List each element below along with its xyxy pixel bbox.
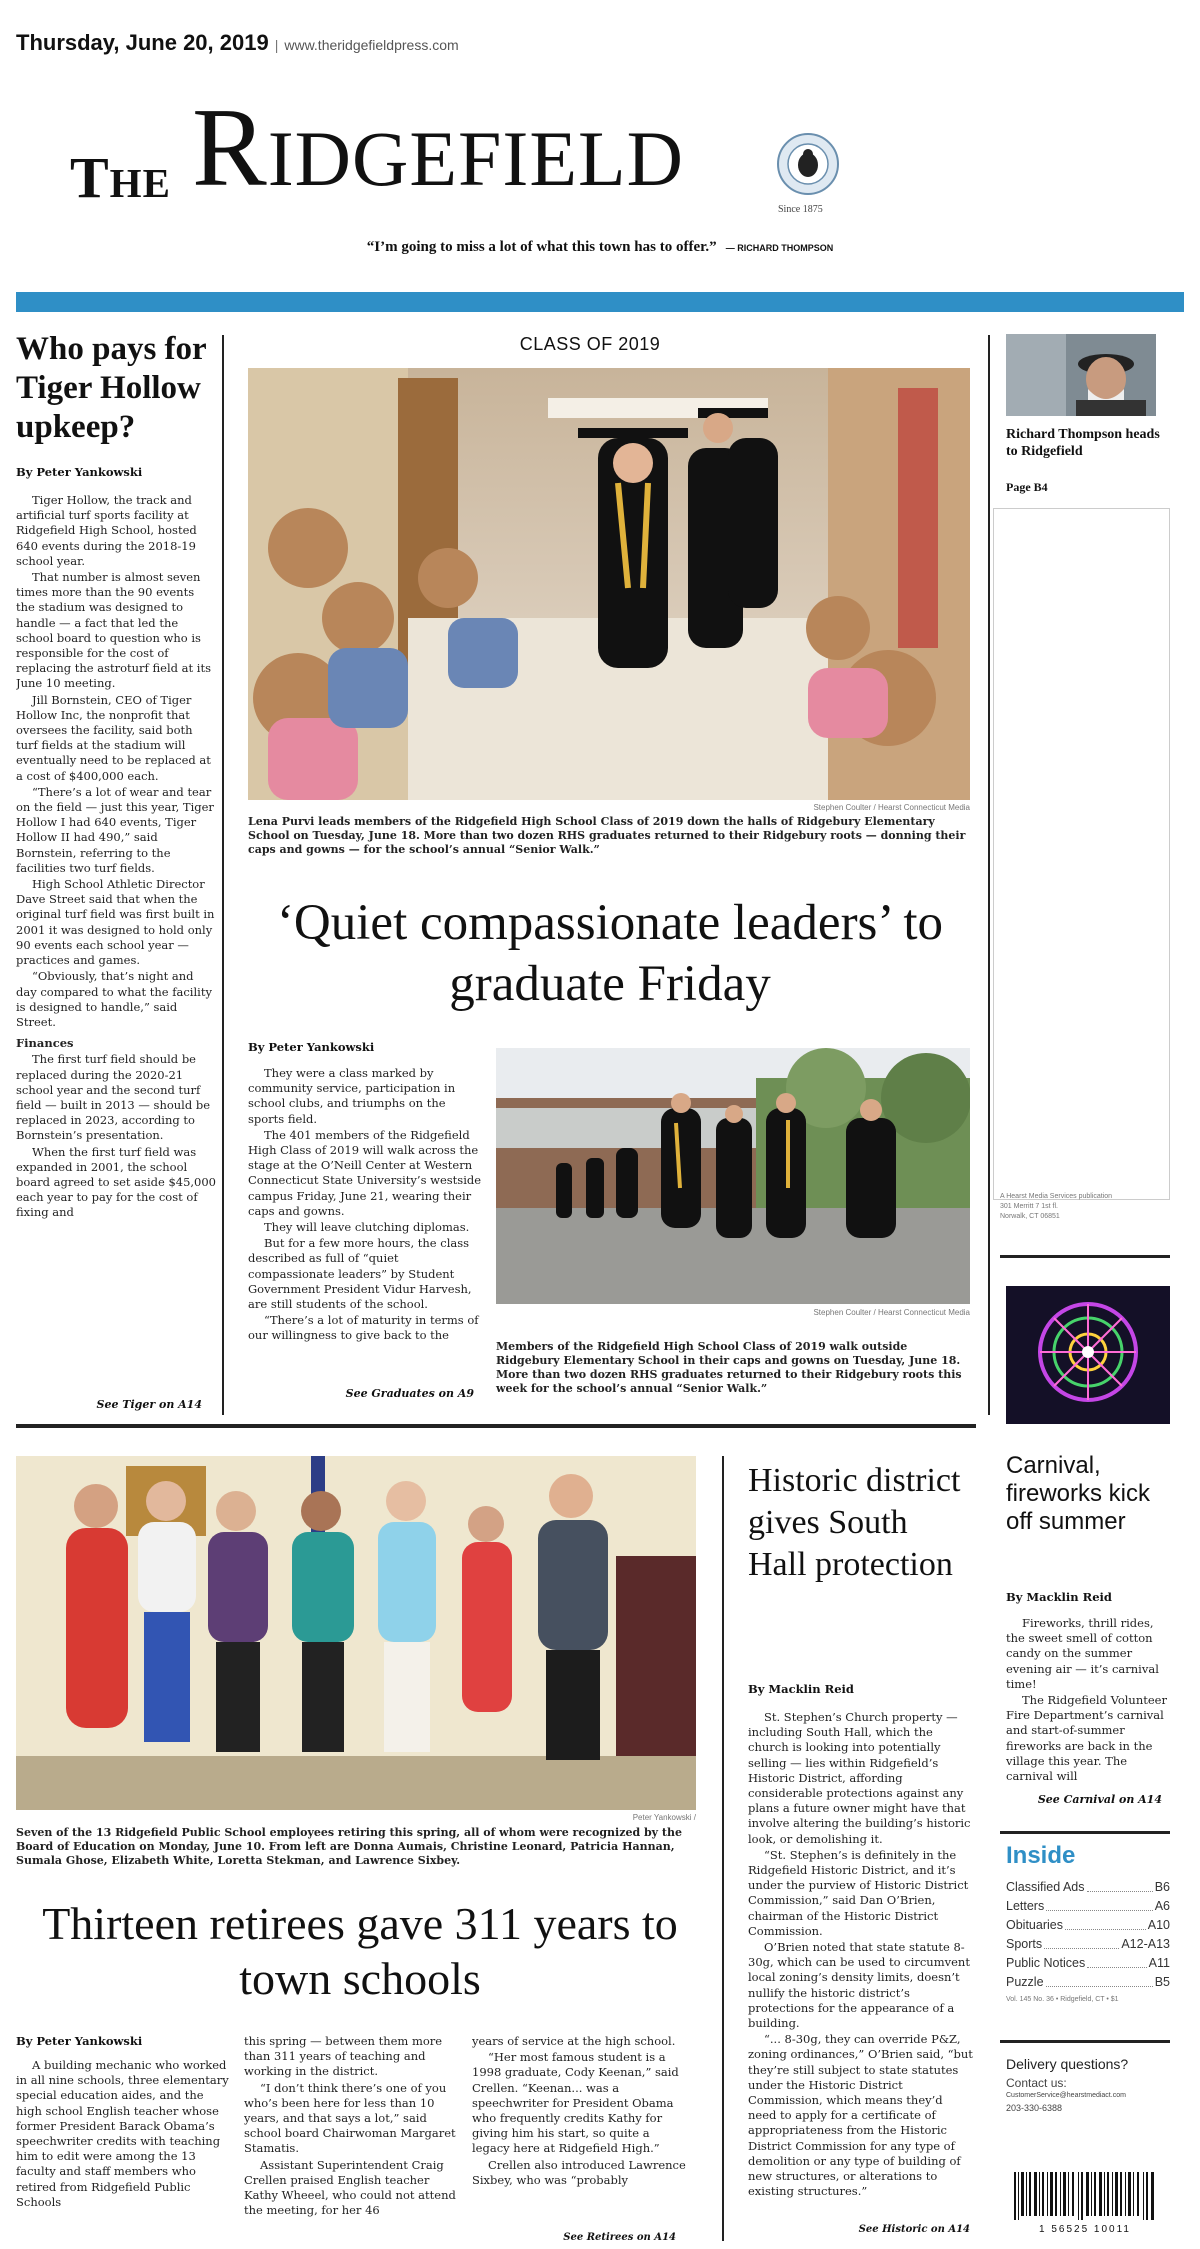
outdoor-walk-photo[interactable] [496, 1048, 970, 1304]
right-rail-rule [988, 335, 990, 1415]
inside-item-page: A10 [1147, 1918, 1170, 1932]
inside-item-label: Obituaries [1006, 1918, 1063, 1932]
left-para-2: That number is almost seven times more than the 90 events the stadium was designed to handle — a fact that led the school board to question who is responsible for the cost of replacing the astroturf field at its June 10 meeting. [16, 570, 211, 691]
historic-para-2: “St. Stephen’s is definitely in the Ridgefield Historic District, and it’s under the purview of Historic District Commission,” said Dan O’Brien, chairman of the Historic District Commission. [748, 1847, 969, 1938]
carnival-byline: By Macklin Reid [1006, 1590, 1112, 1604]
class-para-1: They were a class marked by community service, participation in school clubs, and triumphs on the sports field. [248, 1066, 456, 1126]
historic-para-3: O’Brien noted that state statute 8-30g, which can be used to circumvent local zoning’s density limits, doesn’t nullify the historic district’s protections for the appearance of a building. [748, 1940, 970, 2031]
left-story-headline[interactable]: Who pays for Tiger Hollow upkeep? [16, 331, 207, 445]
inside-item[interactable] [1006, 1916, 1170, 1935]
accent-bar [16, 292, 1184, 312]
left-column-rule [222, 335, 224, 1415]
left-story [16, 330, 216, 1415]
historic-headline[interactable]: Historic district gives South Hall protection [748, 1462, 961, 1583]
delivery-phone[interactable]: 203-330-6388 [1006, 2103, 1063, 2113]
hallway-photo-credit: Stephen Coulter / Hearst Connecticut Media [813, 803, 970, 812]
retirees-jump[interactable]: See Retirees on A14 [563, 2232, 676, 2243]
left-para-3: Jill Bornstein, CEO of Tiger Hollow Inc, the nonprofit that oversees the facility, said both turf fields at the stadium will eventually need to be replaced at a cost of $400,000 each. [16, 692, 211, 783]
class-story-text [248, 1040, 482, 1382]
inside-item-leader [1087, 1878, 1153, 1892]
inside-item-page: A12-A13 [1121, 1937, 1170, 1951]
class-para-2: The 401 members of the Ridgefield High Class of 2019 will walk across the stage at the O’Neill Center at Western Connecticut State University’s westside campus Friday, June 21, wearing their caps and gowns. [248, 1127, 482, 1218]
section-divider [16, 1424, 976, 1428]
nameplate [70, 82, 1140, 217]
dateline-separator: | [274, 37, 279, 53]
retirees-headline[interactable]: Thirteen retirees gave 311 years to town schools [42, 1898, 678, 2004]
retirees-col3-para-1: years of service at the high school. [472, 2034, 676, 2048]
nameplate-since: Since 1875 [778, 204, 823, 215]
delivery-contact: Contact us: [1006, 2076, 1067, 2090]
inside-item-label: Sports [1006, 1937, 1043, 1951]
hallway-photo-caption: Lena Purvi leads members of the Ridgefield High School Class of 2019 down the halls of Ridgebury Elementary School on Tuesday, June 18. More than two dozen RHS graduates returned to their Ridgebury roots — donning their caps and gowns — for the school’s annual “Senior Walk.” [248, 815, 966, 856]
retirees-col2-para-2: “I don’t think there’s one of you who’s been here for less than 10 years, and that says a lot,” said school board Chairwoman Margaret Stamatis. [244, 2080, 456, 2156]
inside-item-label: Classified Ads [1006, 1880, 1085, 1894]
retirees-photo-image [16, 1456, 696, 1810]
rail-divider-3 [1000, 2040, 1170, 2043]
left-story-byline: By Peter Yankowski [16, 465, 143, 479]
richard-thompson-image [1006, 334, 1156, 416]
left-para-1: Tiger Hollow, the track and artificial turf sports facility at Ridgefield High School, hosted 640 events during the 2018-19 school year. [16, 493, 197, 568]
outdoor-walk-photo-caption: Members of the Ridgefield High School Class of 2019 walk outside Ridgebury Elementary School in their caps and gowns on Tuesday, June 18. More than two dozen RHS graduates returned to their Ridgebury roots this week for the school’s annual “Senior Walk.” [496, 1340, 962, 1395]
dateline [16, 30, 459, 54]
delivery-email[interactable]: CustomerService@hearstmediact.com [1006, 2092, 1126, 2099]
carnival-body [1006, 1616, 1170, 1785]
retirees-col2-para-1: this spring — between them more than 311 years of teaching and working in the district. [244, 2034, 443, 2079]
hallway-photo[interactable] [248, 368, 970, 800]
left-para-4: “There’s a lot of wear and tear on the field — just this year, Tiger Hollow I had 640 events, Tiger Hollow II had 490,” said Bornstein, referring to the facilities two turf fields. [16, 784, 214, 875]
masthead-quote-line [0, 236, 1200, 256]
inside-box [1006, 1842, 1170, 2003]
inside-item-leader [1044, 1935, 1119, 1949]
richard-thompson-photo[interactable] [1006, 334, 1156, 416]
hallway-photo-image [248, 368, 970, 800]
rail-ad-note [1000, 1192, 1170, 1222]
rail-ad-box [993, 508, 1170, 1200]
retirees-photo-caption: Seven of the 13 Ridgefield Public School employees retiring this spring, all of whom were recognized by the Board of Education on Monday, June 10. From left are Donna Aumais, Christine Leonard, Patricia Hannan, Sumala Ghose, Elizabeth White, Loretta Stekman, and Lawrence Sixbey. [16, 1826, 682, 1867]
inside-heading: Inside [1006, 1842, 1076, 1869]
barcode [1010, 2172, 1160, 2235]
inside-item-leader [1065, 1916, 1146, 1930]
delivery-heading: Delivery questions? [1006, 2056, 1129, 2072]
issue-date: Thursday, June 20, 2019 [16, 30, 269, 55]
historic-column-rule [722, 1456, 724, 2241]
inside-item[interactable] [1006, 1935, 1170, 1954]
rail-ad-note-line-2: 301 Merritt 7 1st fl. [1000, 1203, 1058, 1210]
retirees-col3-para-3: Crellen also introduced Lawrence Sixbey, who was “probably [472, 2157, 686, 2187]
inside-item-leader [1046, 1973, 1153, 1987]
website-link[interactable]: www.theridgefieldpress.com [284, 37, 459, 53]
carnival-photo[interactable] [1006, 1286, 1170, 1424]
inside-item-label: Puzzle [1006, 1975, 1044, 1989]
inside-item[interactable] [1006, 1878, 1170, 1897]
inside-item-label: Public Notices [1006, 1956, 1086, 1970]
masthead-quote[interactable]: “I’m going to miss a lot of what this town has to offer.” [366, 239, 717, 255]
carnival-jump[interactable]: See Carnival on A14 [1037, 1793, 1162, 1806]
inside-item-page: A11 [1148, 1956, 1170, 1970]
masthead-quote-attribution: — RICHARD THOMPSON [725, 243, 834, 253]
left-subhead: Finances [16, 1036, 74, 1051]
inside-item-page: B6 [1154, 1880, 1170, 1894]
inside-item-leader [1046, 1897, 1152, 1911]
retirees-col-3 [472, 2034, 686, 2230]
retirees-col3-para-2: “Her most famous student is a 1998 graduate, Cody Keenan,” said Crellen. “Keenan... was a speechwriter for President Obama who frequently credits Kathy for giving him his start, so quite a legacy here at Ridgefield High.” [472, 2050, 679, 2156]
carnival-headline[interactable]: Carnival, fireworks kick off summer [1006, 1452, 1151, 1535]
class-para-5: “There’s a lot of maturity in terms of our willingness to give back to the [248, 1313, 479, 1343]
retirees-col-2 [244, 2034, 458, 2238]
barcode-bars [1010, 2172, 1160, 2220]
retirees-col1-para-1: A building mechanic who worked in all nine schools, three elementary special education aides, and the high school English teacher whose former President Barack Obama’s speechwriter credits with teaching him to edit were among the 13 faculty and staff members who retired from Ridgefield Public Schools [16, 2058, 229, 2209]
left-para-5: High School Athletic Director Dave Street said that when the original turf field was first built in 2001 it was designed to hold only 90 events each school year — practices and games. [16, 877, 215, 968]
outdoor-walk-photo-image [496, 1048, 970, 1304]
inside-item-label: Letters [1006, 1899, 1045, 1913]
class-para-4: But for a few more hours, the class described as full of “quiet compassionate leaders” by Student Government President Vidur Harvesh, are still students of the school. [248, 1236, 472, 1312]
class-story-headline[interactable]: ‘Quiet compassionate leaders’ to graduate Friday [276, 895, 944, 1012]
left-para-6: “Obviously, that’s night and day compared to what the facility is designed to handle,” said Street. [16, 969, 212, 1029]
inside-item-page: A6 [1154, 1899, 1170, 1913]
retirees-byline: By Peter Yankowski [16, 2034, 143, 2048]
rail-divider-2 [1000, 1831, 1170, 1834]
carnival-ferris-wheel-image [1006, 1286, 1170, 1424]
delivery-box [1006, 2056, 1170, 2113]
thompson-teaser-headline[interactable]: Richard Thompson heads to Ridgefield [1006, 427, 1160, 459]
retirees-photo[interactable] [16, 1456, 696, 1810]
barcode-digits: 1 56525 10011 [1039, 2224, 1131, 2235]
left-story-jump[interactable]: See Tiger on A14 [96, 1398, 202, 1411]
rail-divider-1 [1000, 1255, 1170, 1258]
inside-item[interactable] [1006, 1973, 1170, 1992]
retirees-photo-credit: Peter Yankowski / [632, 1813, 696, 1822]
left-story-body [16, 493, 216, 1221]
rail-ad-note-line-1: A Hearst Media Services publication [1000, 1193, 1113, 1200]
nameplate-ridgefield: Ridgefield [192, 86, 684, 210]
carnival-para-1: Fireworks, thrill rides, the sweet smell of cotton candy on the summer evening air — it’s carnival time! [1006, 1616, 1159, 1691]
class-para-3: They will leave clutching diplomas. [264, 1220, 470, 1235]
historic-para-1: St. Stephen’s Church property — including South Hall, which the church is looking into potentially selling — lies within Ridgefield’s Historic District, affording considerable protections against any plans a future owner might have that involve altering the building’s historic look, or demolishing it. [748, 1710, 971, 1846]
left-para-7: The first turf field should be replaced during the 2020-21 school year and the second turf field — built in 2013 — should be replaced in 2023, according to Bornstein’s presentation. [16, 1052, 211, 1143]
nameplate-the: The [70, 145, 171, 210]
left-para-8: When the first turf field was expanded in 2001, the school board agreed to set aside $45,000 each year to pay for the cost of fixing and [16, 1144, 216, 1220]
rail-ad-note-line-3: Norwalk, CT 06851 [1000, 1213, 1060, 1220]
inside-item-page: B5 [1154, 1975, 1170, 1989]
class-story-byline: By Peter Yankowski [248, 1040, 375, 1054]
retirees-col2-para-3: Assistant Superintendent Craig Crellen praised English teacher Kathy Wheeel, who could not attend the meeting, for her 46 [244, 2157, 456, 2218]
class-story-body [248, 1066, 482, 1344]
inside-item[interactable] [1006, 1954, 1170, 1973]
thompson-teaser-page[interactable]: Page B4 [1006, 480, 1048, 494]
nameplate-seal [776, 132, 840, 196]
outdoor-walk-photo-credit: Stephen Coulter / Hearst Connecticut Media [813, 1308, 970, 1317]
class-kicker: CLASS OF 2019 [519, 334, 661, 354]
historic-para-4: “... 8-30g, they can override P&Z, zoning ordinances,” O’Brien said, “but they’re still subject to state statutes under the Historic District Commission, which means they’d need to apply for a certificate of appropriateness from the Historic District Commission for any type of demolition or any type of building of new structures, or alterations to existing structures.” [748, 2032, 973, 2199]
historic-jump[interactable]: See Historic on A14 [858, 2224, 970, 2235]
class-story-jump[interactable]: See Graduates on A9 [345, 1387, 474, 1400]
historic-byline: By Macklin Reid [748, 1682, 854, 1696]
carnival-para-2: The Ridgefield Volunteer Fire Department’s carnival and start-of-summer fireworks are back in the village this year. The carnival will [1006, 1693, 1167, 1784]
inside-note: Vol. 145 No. 36 • Ridgefield, CT • $1 [1006, 1996, 1119, 2003]
retirees-col-1 [16, 2058, 230, 2238]
historic-body [748, 1710, 974, 2220]
inside-item-leader [1087, 1954, 1146, 1968]
inside-item[interactable] [1006, 1897, 1170, 1916]
